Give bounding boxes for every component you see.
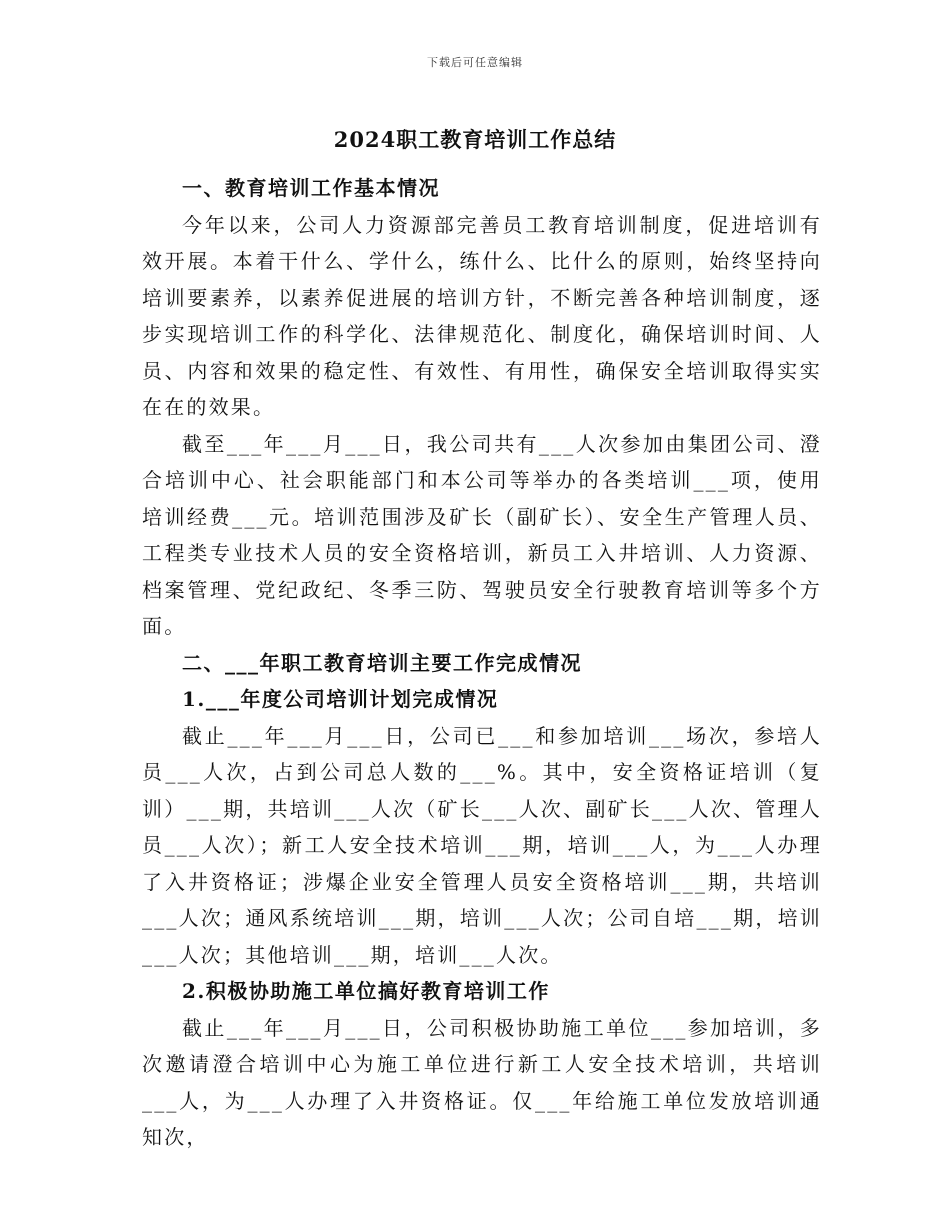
- section-1-heading: 一、教育培训工作基本情况: [182, 176, 440, 200]
- section-2-heading: 二、___年职工教育培训主要工作完成情况: [182, 650, 582, 675]
- section-1-paragraph-1: 今年以来，公司人力资源部完善员工教育培训制度，促进培训有效开展。本着干什么、学什么，练什么、比什么的原则，始终坚持向培训要素养，以素养促进展的培训方针，不断完善各种培训制度，逐步实现培训工作的科学化、法律规范化、制度化，确保培训时间、人员、内容和效果的稳定性、有效性、有用性，确保安全培训取得实实在在的效果。: [142, 212, 822, 419]
- document-body: [142, 170, 822, 1156]
- subsection-2-paragraph: 截止___年___月___日，公司积极协助施工单位___参加培训，多次邀请澄合培训中心为施工单位进行新工人安全技术培训，共培训___人，为___人办理了入井资格证。仅___年给施工单位发放培训通知次，: [142, 1015, 822, 1149]
- document-title: 2024职工教育培训工作总结: [333, 127, 617, 152]
- subsection-1-paragraph: 截止___年___月___日，公司已___和参加培训___场次，参培人员___人次，占到公司总人数的___%。其中，安全资格证培训（复训）___期，共培训___人次（矿长___人次、副矿长___人次、管理人员___人次）；新工人安全技术培训___期，培训___人，为___人办理了入井资格证；涉爆企业安全管理人员安全资格培训___期，共培训___人次；通风系统培训___期，培训___人次；公司自培___期，培训___人次；其他培训___期，培训___人次。: [142, 723, 822, 967]
- section-1-paragraph-2: 截至___年___月___日，我公司共有___人次参加由集团公司、澄合培训中心、社会职能部门和本公司等举办的各类培训___项，使用培训经费___元。培训范围涉及矿长（副矿长）、安全生产管理人员、工程类专业技术人员的安全资格培训，新员工入井培训、人力资源、档案管理、党纪政纪、冬季三防、驾驶员安全行驶教育培训等多个方面。: [142, 431, 822, 638]
- subsection-2-heading: 2.积极协助施工单位搞好教育培训工作: [182, 979, 550, 1003]
- header-note: 下载后可任意编辑: [427, 56, 523, 69]
- subsection-1-heading: 1.___年度公司培训计划完成情况: [182, 687, 499, 711]
